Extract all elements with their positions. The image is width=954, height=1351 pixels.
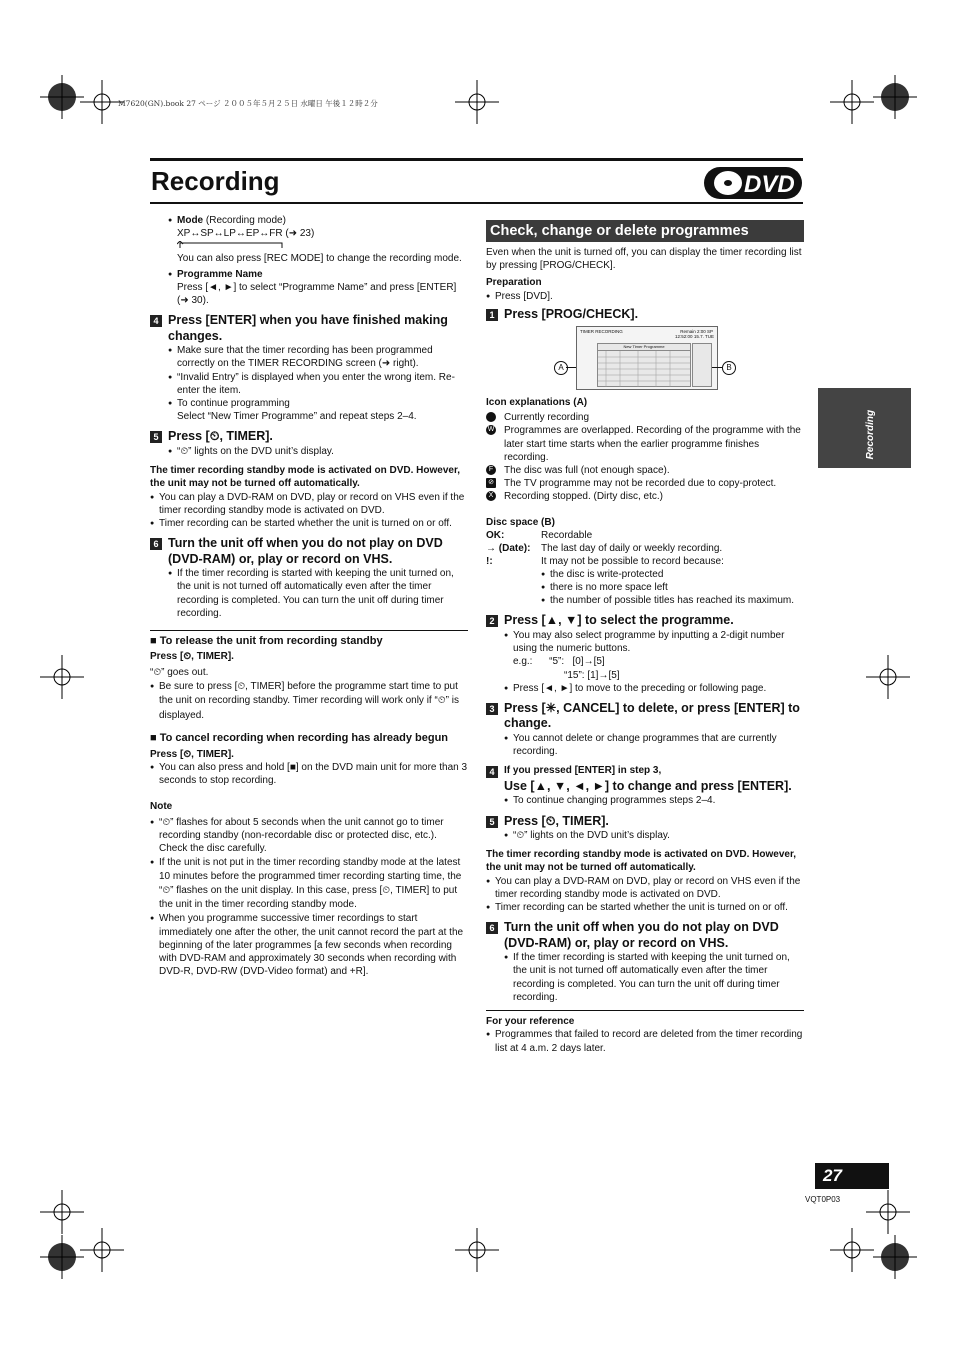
crosshair-mark — [40, 1190, 84, 1234]
page-code: VQT0P03 — [805, 1195, 841, 1204]
icon-row-full: F The disc was full (not enough space). — [486, 464, 804, 477]
crosshair-mark — [40, 655, 84, 699]
step4-bullet-1: ● Make sure that the timer recording has been programmed correctly on the TIMER RECORDING screen (➜ right). — [168, 344, 468, 370]
step5-bullet: ● “⏲” lights on the DVD unit’s display. — [168, 445, 468, 458]
side-tab — [818, 388, 911, 468]
page-number: 27 — [815, 1163, 889, 1189]
prep-bullet: ● Press [DVD]. — [486, 290, 804, 303]
screen-title: TIMER RECORDING — [580, 329, 623, 334]
screen-disc-space — [692, 343, 712, 387]
mode-title: Mode — [177, 215, 204, 226]
crosshair-mark — [80, 1228, 124, 1272]
page-title: Recording — [151, 166, 280, 196]
release-heading: ■ To release the unit from recording standby — [150, 634, 383, 647]
standby-bullet-right-1: ● You can play a DVD-RAM on DVD, play or record on VHS even if the timer recording standby mode is activated on DVD. — [486, 875, 804, 901]
overlap-icon: W — [487, 426, 495, 434]
crosshair-mark — [830, 80, 874, 124]
crosshair-mark — [866, 655, 910, 699]
crosshair-mark — [830, 1228, 874, 1272]
icon-row-recording: Currently recording — [486, 411, 804, 424]
note-1: ● “⏲” flashes for about 5 seconds when the unit cannot go to timer recording standby (non-recordable disc or protected disc, etc.). Check the disc carefully. — [150, 816, 468, 856]
screen-remain: Remain 2:00 SP — [680, 329, 713, 334]
cancel-heading: ■ To cancel recording when recording has already begun — [150, 732, 449, 745]
cancel-bullet: ● You can also press and hold [■] on the DVD main unit for more than 3 seconds to stop recording. — [150, 761, 468, 787]
step2-bullet: ● You may also select programme by inputting a 2-digit number using the numeric buttons. — [504, 629, 804, 655]
step-6: 6 Turn the unit off when you do not play on DVD (DVD-RAM) or, play or record on VHS. — [150, 536, 468, 567]
registration-mark — [873, 75, 917, 119]
badge-text: DVD — [744, 171, 795, 198]
step-1: 1 Press [PROG/CHECK]. — [486, 307, 804, 323]
step2-eg1: e.g.: “5”: [0]→[5] — [513, 656, 605, 668]
callout-a: A — [554, 361, 568, 375]
disc-date-key: → (Date): — [486, 542, 531, 554]
disc-excl-key: !: — [486, 555, 493, 567]
disc-full-icon: F — [486, 465, 496, 475]
step6-bullet-right: ● If the timer recording is started with keeping the unit turned on, the unit is not turned off automatically even after the timer recording is completed. You can turn the unit off during timer recording. — [504, 951, 804, 1004]
registration-mark — [40, 1235, 84, 1279]
cancel-press: Press [⏲, TIMER]. — [150, 749, 234, 761]
registration-mark — [40, 75, 84, 119]
mode-cycle: XP↔SP↔LP↔EP↔FR (➜ 23) — [177, 228, 315, 240]
standby-bullet-1: ● You can play a DVD-RAM on DVD, play or record on VHS even if the timer recording standby mode is activated on DVD. — [150, 491, 468, 517]
note-2: ● If the unit is not put in the timer recording standby mode at the latest 10 minutes before the programmed timer recording starting time, the “⏲” flashes on the unit display. In this case, press [⏲, TIMER] to put the unit in the timer recording standby mode. — [150, 856, 468, 913]
icon-row-copy: ⊘ The TV programme may not be recorded due to copy-protect. — [486, 477, 804, 490]
icon-row-overlap: W Programmes are overlapped. Recording of the programme with the later start time starts when the earlier programme finishes recording. — [487, 425, 801, 463]
prep-heading: Preparation — [486, 277, 542, 289]
prog-name-title: Programme Name — [177, 268, 263, 280]
step5-bullet-right: ● “⏲” lights on the DVD unit’s display. — [504, 829, 804, 842]
left-column — [150, 214, 468, 978]
step6-bullet: ● If the timer recording is started with keeping the unit turned on, the unit is not turned off automatically even after the timer recording is completed. You can turn the unit off during timer recording. — [168, 567, 468, 620]
step4-bullet-3: ● To continue programming — [168, 397, 468, 410]
step-6-right: 6 Turn the unit off when you do not play on DVD (DVD-RAM) or, play or record on VHS. — [486, 920, 804, 951]
disc-excl-val: It may not be possible to record because: — [541, 555, 724, 567]
mode-note: You can also press [REC MODE] to change the recording mode. — [177, 253, 462, 265]
cycle-arrow — [168, 240, 468, 250]
disc-heading: Disc space (B) — [486, 516, 555, 528]
screen-table — [597, 343, 691, 387]
disc-reason-2: ● there is no more space left — [541, 581, 804, 594]
step4-title: Use [▲, ▼, ◄, ►] to change and press [ENTER]. — [504, 779, 792, 794]
timer-recording-screen — [576, 326, 718, 390]
step-4-right: 4 If you pressed [ENTER] in step 3, — [486, 764, 804, 778]
standby-bullet-2: ● Timer recording can be started whether the unit is turned on or off. — [150, 517, 468, 530]
release-bullet: ● Be sure to press [⏲, TIMER] before the programme start time to put the unit on recording standby. Timer recording will work only if “⏲” is displayed. — [150, 680, 468, 724]
release-press: Press [⏲, TIMER]. — [150, 651, 234, 663]
step-5-right: 5 Press [⏲, TIMER]. — [486, 814, 804, 830]
note-3: ● When you programme successive timer recordings to start immediately one after the other, the unit cannot record the part at the beginning of the later programmes [a few seconds when recording with DVD-RAM and approximately 30 seconds when recording with DVD-R, DVD-RW (DVD-Video format) and +R]. — [150, 912, 468, 978]
icon-heading: Icon explanations (A) — [486, 397, 588, 408]
file-info: M7620(GN).book 27 ページ ２００５年５月２５日 水曜日 午後１２時２分 — [118, 99, 378, 108]
stopped-icon: X — [486, 491, 496, 501]
step-3: 3 Press [✳, CANCEL] to delete, or press [ENTER] to change. — [486, 701, 804, 732]
screen-clock: 12:52:00 15.7. TUE — [675, 334, 714, 339]
ref-heading: For your reference — [486, 1016, 575, 1028]
right-column-top — [486, 246, 804, 322]
step2-bullet-2: ● Press [◄, ►] to move to the preceding or following page. — [504, 682, 804, 695]
step2-eg2: “15”: [1]→[5] — [564, 669, 620, 681]
registration-mark — [873, 1235, 917, 1279]
standby-note-right: The timer recording standby mode is activated on DVD. However, the unit may not be turned off automatically. — [486, 849, 797, 874]
screen-grid — [598, 351, 690, 387]
mode-suffix: (Recording mode) — [203, 215, 286, 226]
right-column-bottom — [486, 396, 804, 1055]
recording-icon — [486, 412, 496, 422]
section-title: Check, change or delete programmes — [486, 220, 804, 242]
step4-continue: Select “New Timer Programme” and repeat steps 2–4. — [177, 411, 417, 423]
step-5: 5 Press [⏲, TIMER]. — [150, 429, 468, 445]
prog-name-text: Press [◄, ►] to select “Programme Name” and press [ENTER] (➜ 30). — [177, 281, 457, 307]
step4-bullet-2: ● “Invalid Entry” is displayed when you enter the wrong item. Re-enter the item. — [168, 371, 468, 397]
callout-b: B — [722, 361, 736, 375]
step-4: 4 Press [ENTER] when you have finished making changes. — [150, 313, 468, 344]
release-goes-out: “⏲” goes out. — [150, 667, 209, 679]
step-2: 2 Press [▲, ▼] to select the programme. — [486, 613, 804, 629]
step4-bullet-right: ● To continue changing programmes steps 2–4. — [504, 794, 804, 807]
screen-new-timer: New Timer Programme — [598, 344, 690, 351]
disc-icon — [704, 167, 802, 199]
title-rule — [150, 202, 803, 204]
disc-reason-1: ● the disc is write-protected — [541, 568, 804, 581]
disc-date-val: The last day of daily or weekly recording. — [541, 542, 723, 554]
disc-ok-key: OK: — [486, 529, 505, 541]
side-tab-label: Recording — [865, 409, 877, 460]
ref-bullet: ● Programmes that failed to record are deleted from the timer recording list at 4 a.m. 2 days later. — [486, 1028, 804, 1054]
intro-text: Even when the unit is turned off, you can display the timer recording list by pressing [PROG/CHECK]. — [486, 247, 802, 272]
standby-bullet-right-2: ● Timer recording can be started whether the unit is turned on or off. — [486, 901, 804, 914]
crosshair-mark — [455, 1228, 499, 1272]
copy-protect-icon: ⊘ — [486, 478, 496, 488]
standby-note: The timer recording standby mode is activated on DVD. However, the unit may not be turned off automatically. — [150, 465, 461, 490]
crosshair-mark — [455, 80, 499, 124]
icon-row-stopped: X Recording stopped. (Dirty disc, etc.) — [486, 490, 804, 503]
dvd-badge — [704, 167, 802, 199]
note-heading: Note — [150, 800, 173, 812]
disc-ok-val: Recordable — [541, 529, 593, 541]
step3-bullet: ● You cannot delete or change programmes that are currently recording. — [504, 732, 804, 758]
top-rule — [150, 158, 803, 161]
disc-reason-3: ● the number of possible titles has reached its maximum. — [541, 594, 804, 607]
